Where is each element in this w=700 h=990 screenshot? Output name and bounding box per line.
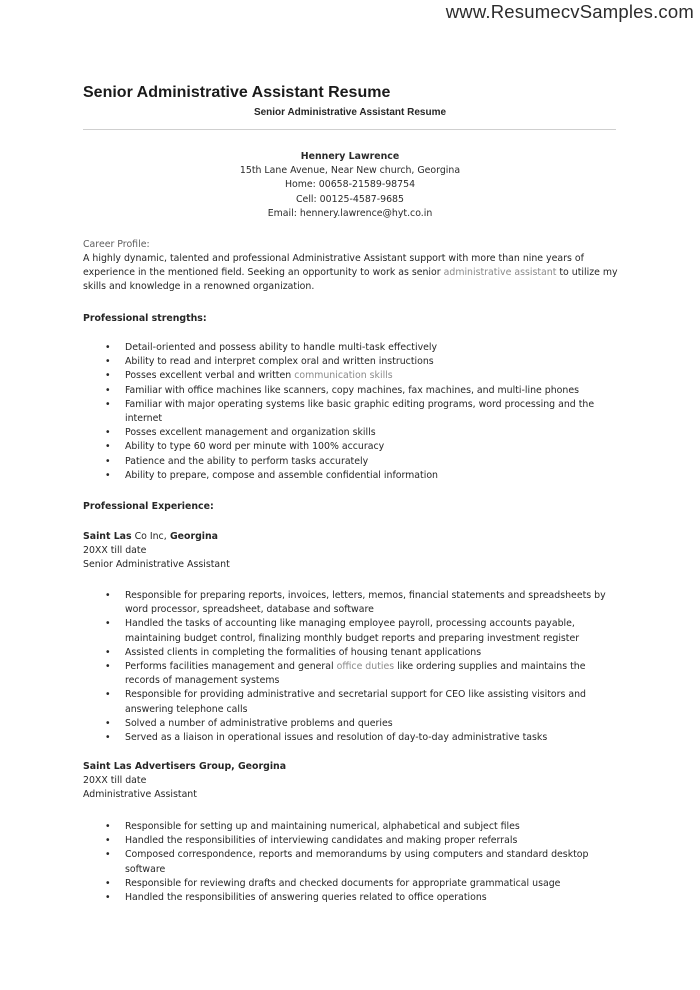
list-item: • Responsible for reviewing drafts and checked documents for appropriate grammatical usage [108, 877, 613, 891]
list-item: • Served as a liaison in operational issues and resolution of day-to-day administrative tasks [108, 731, 613, 745]
list-item: • Posses excellent verbal and written communication skills [108, 369, 613, 383]
list-item: • Performs facilities management and general office duties like ordering supplies and maintains the records of management systems [108, 660, 613, 688]
divider [83, 129, 616, 130]
list-item: • Ability to prepare, compose and assemble confidential information [108, 469, 613, 483]
job-dates: 20XX till date [83, 545, 147, 557]
list-item: • Handled the tasks of accounting like managing employee payroll, processing accounts payable, maintaining budget control, finalizing monthly budget reports and preparing investment register [108, 617, 613, 645]
list-item: • Handled the responsibilities of interviewing candidates and making proper referrals [108, 834, 613, 848]
list-item: • Responsible for setting up and maintaining numerical, alphabetical and subject files [108, 820, 613, 834]
list-item: • Responsible for preparing reports, invoices, letters, memos, financial statements and spreadsheets by word processor, spreadsheet, database and software [108, 589, 613, 617]
career-profile-heading: Career Profile: [83, 239, 150, 250]
administrative-assistant-link[interactable]: administrative assistant [443, 267, 557, 279]
contact-block [0, 150, 700, 221]
address: 15th Lane Avenue, Near New church, Georgina [239, 165, 461, 177]
email: Email: hennery.lawrence@hyt.co.in [267, 207, 433, 219]
career-profile-text: A highly dynamic, talented and professional Administrative Assistant support with more than nine years of experience in the mentioned field. Seeking an opportunity to work as senior administrative assistant to utilize my skills and knowledge in a renowned organization. [83, 253, 618, 293]
company-name: Saint Las Advertisers Group, Georgina [83, 761, 287, 772]
list-item: • Familiar with office machines like scanners, copy machines, fax machines, and multi-line phones [108, 384, 613, 398]
job-role: Administrative Assistant [83, 789, 197, 801]
job-2-duties [108, 820, 613, 905]
home-phone: Home: 00658-21589-98754 [284, 179, 416, 191]
list-item: • Composed correspondence, reports and memorandums by using computers and standard desktop software [108, 848, 613, 876]
job-1 [83, 530, 230, 573]
communication-skills-link[interactable]: communication skills [294, 370, 393, 382]
job-1-duties [108, 589, 613, 745]
list-item: • Ability to type 60 word per minute with 100% accuracy [108, 440, 613, 454]
list-item: • Posses excellent management and organization skills [108, 426, 613, 440]
strengths-list [108, 341, 613, 483]
watermark: www.ResumecvSamples.com [445, 1, 694, 22]
list-item: • Detail-oriented and possess ability to handle multi-task effectively [108, 341, 613, 355]
list-item: • Handled the responsibilities of answering queries related to office operations [108, 891, 613, 905]
list-item: • Ability to read and interpret complex oral and written instructions [108, 355, 613, 369]
list-item: • Assisted clients in completing the formalities of housing tenant applications [108, 646, 613, 660]
experience-heading: Professional Experience: [83, 501, 214, 512]
job-2 [83, 760, 286, 803]
cell-phone: Cell: 00125-4587-9685 [296, 193, 404, 205]
list-item: • Solved a number of administrative problems and queries [108, 717, 613, 731]
company-name: Saint Las Co Inc, Georgina [83, 531, 218, 542]
strengths-heading: Professional strengths: [83, 313, 207, 324]
list-item: • Responsible for providing administrative and secretarial support for CEO like assisting visitors and answering telephone calls [108, 688, 613, 716]
list-item: • Familiar with major operating systems like basic graphic editing programs, word processing and the internet [108, 398, 613, 426]
office-duties-link[interactable]: office duties [336, 661, 395, 673]
candidate-name: Hennery Lawrence [300, 151, 400, 162]
resume-title: Senior Administrative Assistant Resume [83, 84, 391, 101]
resume-subtitle: Senior Administrative Assistant Resume [253, 107, 447, 118]
job-dates: 20XX till date [83, 775, 147, 787]
list-item: • Patience and the ability to perform tasks accurately [108, 455, 613, 469]
job-role: Senior Administrative Assistant [83, 559, 230, 571]
